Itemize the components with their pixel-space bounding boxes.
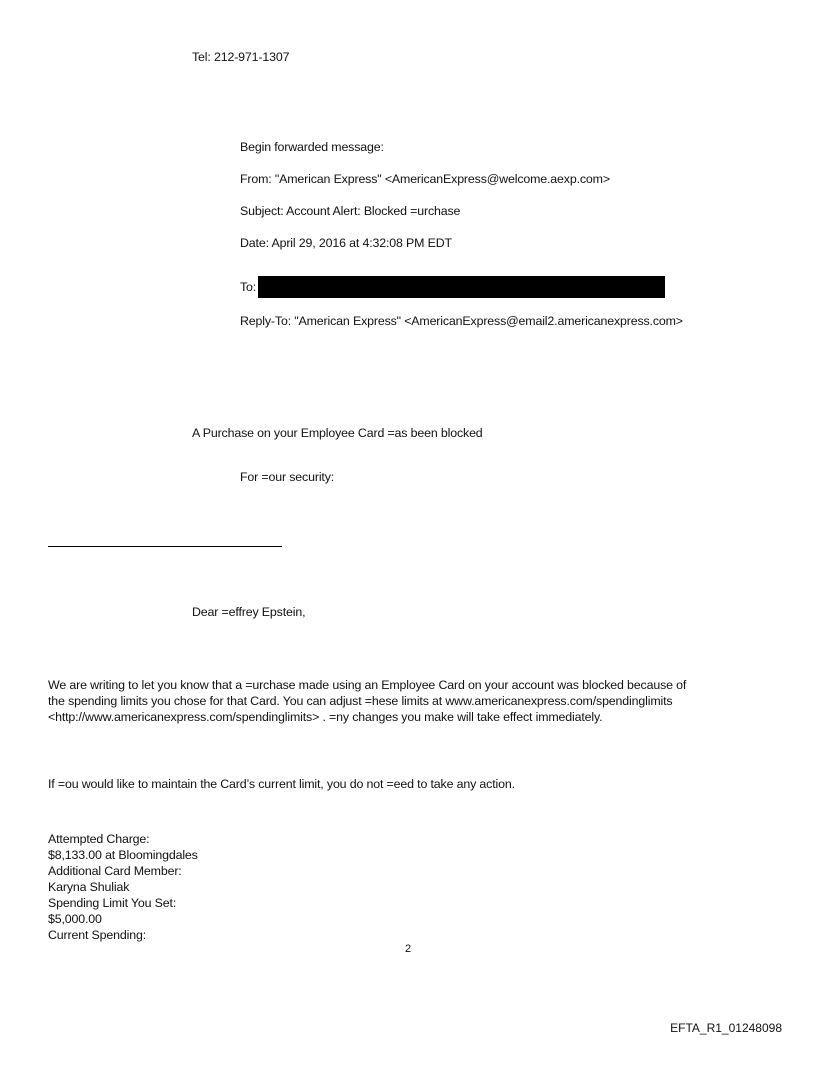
charge-details — [48, 831, 198, 943]
reply-to-line: Reply-To: "American Express" <AmericanExpress@email2.americanexpress.com> — [240, 314, 683, 328]
to-label: To: — [240, 280, 257, 294]
subject-line: Subject: Account Alert: Blocked =urchase — [240, 204, 461, 218]
detail-line: Spending Limit You Set: — [48, 896, 177, 910]
divider — [48, 546, 282, 547]
from-line: From: "American Express" <AmericanExpress@welcome.aexp.com> — [240, 172, 610, 186]
detail-line: Current Spending: — [48, 928, 147, 942]
detail-line: Attempted Charge: — [48, 832, 150, 846]
detail-line: $8,133.00 at Bloomingdales — [48, 848, 198, 862]
headline: A Purchase on your Employee Card =as been blocked — [192, 426, 483, 440]
detail-line: Karyna Shuliak — [48, 880, 130, 894]
paragraph-line: <http://www.americanexpress.com/spendinglimits> . =ny changes you make will take effect immediately. — [48, 710, 603, 724]
detail-line: Additional Card Member: — [48, 864, 182, 878]
paragraph-line: the spending limits you chose for that Card. You can adjust =hese limits at www.americanexpress.com/spendinglimits — [48, 694, 673, 708]
document-id: EFTA_R1_01248098 — [670, 1021, 782, 1035]
security-line: For =our security: — [240, 470, 335, 484]
paragraph-line: We are writing to let you know that a =urchase made using an Employee Card on your account was blocked because of — [48, 678, 687, 692]
detail-line: $5,000.00 — [48, 912, 102, 926]
greeting: Dear =effrey Epstein, — [192, 605, 306, 619]
page-number: 2 — [405, 943, 411, 955]
forward-intro: Begin forwarded message: — [240, 140, 384, 154]
redaction-box — [258, 276, 665, 298]
paragraph-2: If =ou would like to maintain the Card’s current limit, you do not =eed to take any action. — [48, 777, 515, 791]
paragraph-1 — [48, 677, 686, 725]
date-line: Date: April 29, 2016 at 4:32:08 PM EDT — [240, 236, 452, 250]
tel: Tel: 212-971-1307 — [192, 50, 290, 64]
